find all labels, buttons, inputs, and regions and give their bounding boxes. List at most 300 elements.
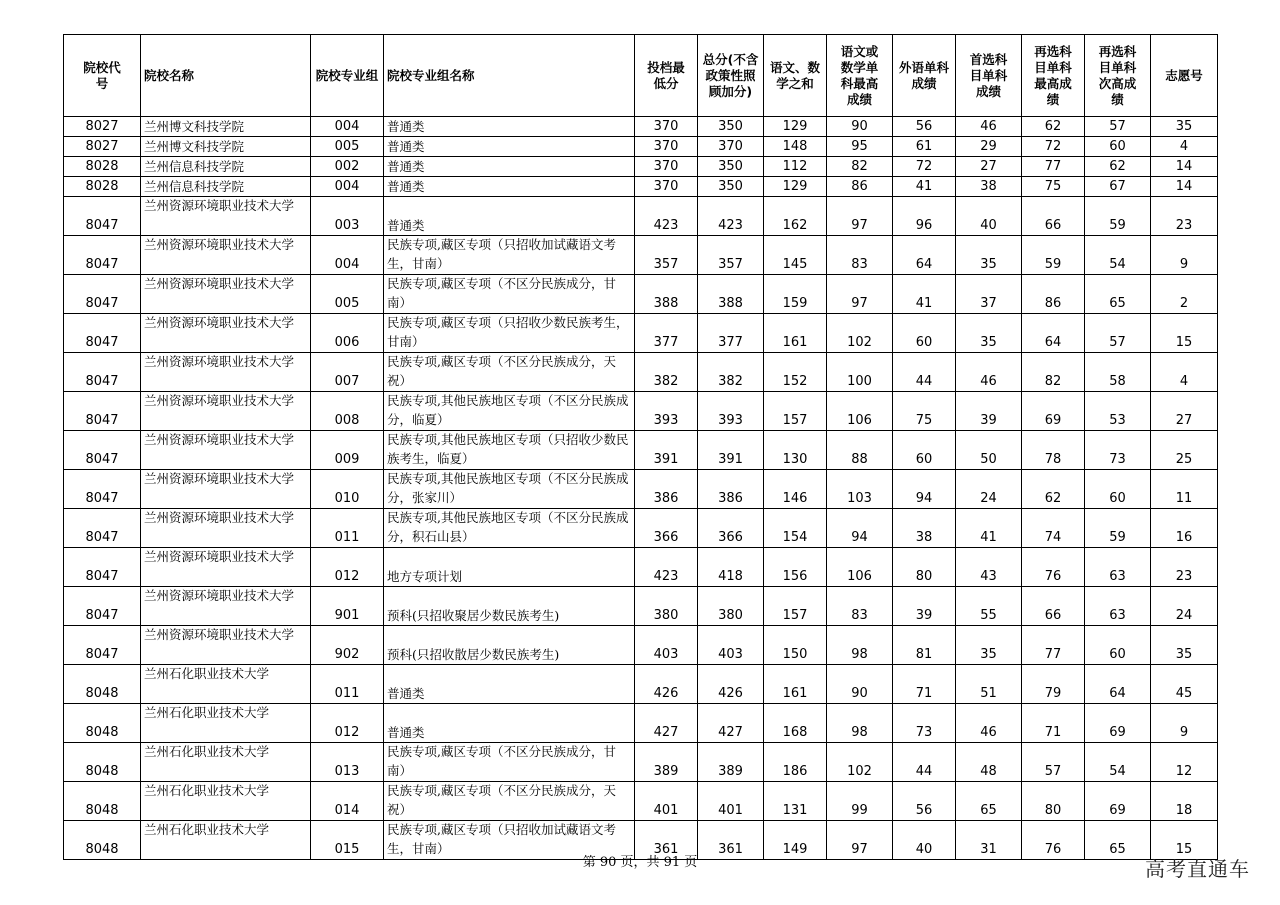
cell-preference-no: 24 (1151, 587, 1218, 626)
cell-group-name: 预科(只招收散居少数民族考生) (384, 626, 635, 665)
cell-min-score: 386 (635, 470, 698, 509)
cell-group-code: 004 (311, 117, 384, 137)
cell-foreign-language: 71 (893, 665, 956, 704)
cell-elective-max: 71 (1022, 704, 1085, 743)
cell-school-code: 8047 (64, 236, 141, 275)
table-row (64, 782, 1218, 821)
cell-school-name: 兰州资源环境职业技术大学 (141, 431, 311, 470)
watermark-text: 高考直通车 (1145, 857, 1250, 881)
cell-elective-max: 78 (1022, 431, 1085, 470)
cell-min-score: 370 (635, 177, 698, 197)
cell-min-score: 361 (635, 821, 698, 860)
cell-first-subject: 46 (956, 117, 1022, 137)
cell-group-code: 003 (311, 197, 384, 236)
cell-elective-max: 76 (1022, 821, 1085, 860)
cell-chinese-math-max: 82 (827, 157, 893, 177)
cell-elective-second: 65 (1085, 275, 1151, 314)
cell-group-name: 普通类 (384, 157, 635, 177)
cell-chinese-math-sum: 112 (764, 157, 827, 177)
cell-group-name: 民族专项,其他民族地区专项（不区分民族成分，积石山县） (384, 509, 635, 548)
cell-chinese-math-max: 106 (827, 392, 893, 431)
cell-foreign-language: 39 (893, 587, 956, 626)
cell-min-score: 423 (635, 548, 698, 587)
cell-chinese-math-max: 99 (827, 782, 893, 821)
cell-group-name: 普通类 (384, 665, 635, 704)
header-total-score: 总分(不含政策性照顾加分) (698, 35, 764, 117)
cell-school-name: 兰州信息科技学院 (141, 177, 311, 197)
cell-group-code: 011 (311, 665, 384, 704)
cell-preference-no: 23 (1151, 197, 1218, 236)
cell-preference-no: 9 (1151, 704, 1218, 743)
cell-group-name: 民族专项,藏区专项（不区分民族成分，甘南） (384, 743, 635, 782)
cell-first-subject: 35 (956, 236, 1022, 275)
table-row (64, 626, 1218, 665)
cell-group-code: 002 (311, 157, 384, 177)
cell-group-name: 民族专项,其他民族地区专项（不区分民族成分，临夏） (384, 392, 635, 431)
cell-group-code: 008 (311, 392, 384, 431)
cell-preference-no: 4 (1151, 353, 1218, 392)
cell-school-name: 兰州资源环境职业技术大学 (141, 392, 311, 431)
cell-chinese-math-sum: 129 (764, 177, 827, 197)
table-row (64, 197, 1218, 236)
cell-elective-second: 54 (1085, 743, 1151, 782)
cell-total-score: 426 (698, 665, 764, 704)
cell-chinese-math-max: 88 (827, 431, 893, 470)
cell-total-score: 366 (698, 509, 764, 548)
cell-total-score: 370 (698, 137, 764, 157)
cell-min-score: 382 (635, 353, 698, 392)
cell-foreign-language: 56 (893, 782, 956, 821)
cell-school-code: 8047 (64, 470, 141, 509)
cell-foreign-language: 64 (893, 236, 956, 275)
cell-total-score: 391 (698, 431, 764, 470)
cell-first-subject: 29 (956, 137, 1022, 157)
cell-preference-no: 4 (1151, 137, 1218, 157)
cell-elective-max: 72 (1022, 137, 1085, 157)
cell-school-name: 兰州资源环境职业技术大学 (141, 275, 311, 314)
cell-foreign-language: 38 (893, 509, 956, 548)
cell-elective-max: 77 (1022, 626, 1085, 665)
header-school-code: 院校代号 (64, 35, 141, 117)
cell-elective-max: 77 (1022, 157, 1085, 177)
cell-school-code: 8048 (64, 821, 141, 860)
cell-school-code: 8047 (64, 197, 141, 236)
cell-group-name: 民族专项,其他民族地区专项（只招收少数民族考生，临夏） (384, 431, 635, 470)
cell-school-code: 8047 (64, 587, 141, 626)
table-row (64, 275, 1218, 314)
cell-elective-max: 57 (1022, 743, 1085, 782)
table-row (64, 431, 1218, 470)
cell-school-code: 8047 (64, 275, 141, 314)
cell-foreign-language: 44 (893, 353, 956, 392)
cell-school-name: 兰州博文科技学院 (141, 117, 311, 137)
cell-school-name: 兰州资源环境职业技术大学 (141, 353, 311, 392)
cell-group-name: 普通类 (384, 117, 635, 137)
cell-foreign-language: 60 (893, 431, 956, 470)
cell-elective-second: 73 (1085, 431, 1151, 470)
cell-chinese-math-sum: 156 (764, 548, 827, 587)
cell-group-name: 民族专项,藏区专项（只招收少数民族考生，甘南） (384, 314, 635, 353)
cell-total-score: 389 (698, 743, 764, 782)
cell-chinese-math-sum: 146 (764, 470, 827, 509)
cell-chinese-math-sum: 168 (764, 704, 827, 743)
cell-elective-second: 63 (1085, 548, 1151, 587)
cell-chinese-math-sum: 152 (764, 353, 827, 392)
cell-group-code: 007 (311, 353, 384, 392)
cell-min-score: 357 (635, 236, 698, 275)
table-row (64, 177, 1218, 197)
cell-total-score: 388 (698, 275, 764, 314)
cell-first-subject: 40 (956, 197, 1022, 236)
cell-chinese-math-max: 97 (827, 821, 893, 860)
cell-first-subject: 38 (956, 177, 1022, 197)
cell-elective-second: 67 (1085, 177, 1151, 197)
cell-elective-second: 59 (1085, 509, 1151, 548)
cell-school-name: 兰州资源环境职业技术大学 (141, 314, 311, 353)
cell-preference-no: 15 (1151, 314, 1218, 353)
cell-first-subject: 50 (956, 431, 1022, 470)
cell-chinese-math-max: 100 (827, 353, 893, 392)
cell-foreign-language: 80 (893, 548, 956, 587)
cell-school-name: 兰州资源环境职业技术大学 (141, 509, 311, 548)
cell-chinese-math-max: 90 (827, 117, 893, 137)
cell-min-score: 427 (635, 704, 698, 743)
cell-chinese-math-max: 86 (827, 177, 893, 197)
header-row (64, 35, 1218, 117)
cell-min-score: 423 (635, 197, 698, 236)
cell-elective-second: 62 (1085, 157, 1151, 177)
cell-group-code: 015 (311, 821, 384, 860)
cell-foreign-language: 61 (893, 137, 956, 157)
cell-chinese-math-sum: 157 (764, 587, 827, 626)
cell-total-score: 350 (698, 177, 764, 197)
cell-group-name: 民族专项,藏区专项（不区分民族成分，天祝） (384, 782, 635, 821)
cell-total-score: 403 (698, 626, 764, 665)
cell-chinese-math-max: 97 (827, 275, 893, 314)
cell-min-score: 380 (635, 587, 698, 626)
cell-elective-second: 54 (1085, 236, 1151, 275)
cell-school-code: 8028 (64, 177, 141, 197)
cell-first-subject: 24 (956, 470, 1022, 509)
cell-elective-max: 79 (1022, 665, 1085, 704)
header-elective-second: 再选科目单科次高成绩 (1085, 35, 1151, 117)
cell-elective-max: 59 (1022, 236, 1085, 275)
cell-elective-second: 57 (1085, 314, 1151, 353)
header-school-name: 院校名称 (141, 35, 311, 117)
cell-chinese-math-sum: 145 (764, 236, 827, 275)
cell-elective-max: 76 (1022, 548, 1085, 587)
cell-min-score: 401 (635, 782, 698, 821)
cell-group-name: 普通类 (384, 704, 635, 743)
cell-group-name: 民族专项,藏区专项（不区分民族成分，天祝） (384, 353, 635, 392)
cell-min-score: 389 (635, 743, 698, 782)
cell-total-score: 350 (698, 157, 764, 177)
cell-first-subject: 51 (956, 665, 1022, 704)
cell-group-name: 民族专项,藏区专项（只招收加试藏语文考生，甘南） (384, 821, 635, 860)
cell-elective-second: 60 (1085, 137, 1151, 157)
cell-first-subject: 31 (956, 821, 1022, 860)
cell-school-code: 8047 (64, 392, 141, 431)
cell-school-code: 8047 (64, 314, 141, 353)
cell-first-subject: 37 (956, 275, 1022, 314)
cell-group-code: 010 (311, 470, 384, 509)
cell-group-name: 普通类 (384, 197, 635, 236)
cell-school-name: 兰州博文科技学院 (141, 137, 311, 157)
cell-preference-no: 14 (1151, 177, 1218, 197)
cell-preference-no: 12 (1151, 743, 1218, 782)
cell-total-score: 423 (698, 197, 764, 236)
cell-school-code: 8047 (64, 353, 141, 392)
header-chinese-math-max: 语文或数学单科最高成绩 (827, 35, 893, 117)
cell-school-code: 8048 (64, 704, 141, 743)
table-row (64, 236, 1218, 275)
cell-group-code: 005 (311, 275, 384, 314)
cell-chinese-math-sum: 149 (764, 821, 827, 860)
header-first-subject: 首选科目单科成绩 (956, 35, 1022, 117)
cell-group-code: 012 (311, 704, 384, 743)
cell-school-name: 兰州资源环境职业技术大学 (141, 587, 311, 626)
cell-first-subject: 27 (956, 157, 1022, 177)
page-footer: 第 90 页，共 91 页 (582, 855, 698, 870)
table-row (64, 548, 1218, 587)
cell-group-code: 011 (311, 509, 384, 548)
cell-chinese-math-sum: 154 (764, 509, 827, 548)
cell-group-code: 013 (311, 743, 384, 782)
cell-min-score: 366 (635, 509, 698, 548)
cell-chinese-math-sum: 161 (764, 665, 827, 704)
cell-chinese-math-max: 97 (827, 197, 893, 236)
cell-foreign-language: 81 (893, 626, 956, 665)
cell-elective-max: 62 (1022, 470, 1085, 509)
cell-min-score: 391 (635, 431, 698, 470)
cell-group-name: 民族专项,其他民族地区专项（不区分民族成分，张家川） (384, 470, 635, 509)
cell-elective-max: 80 (1022, 782, 1085, 821)
cell-group-code: 005 (311, 137, 384, 157)
cell-total-score: 386 (698, 470, 764, 509)
cell-min-score: 370 (635, 137, 698, 157)
cell-preference-no: 27 (1151, 392, 1218, 431)
table-row (64, 587, 1218, 626)
cell-elective-max: 74 (1022, 509, 1085, 548)
cell-chinese-math-sum: 159 (764, 275, 827, 314)
cell-chinese-math-max: 95 (827, 137, 893, 157)
table-row (64, 470, 1218, 509)
cell-total-score: 350 (698, 117, 764, 137)
cell-total-score: 361 (698, 821, 764, 860)
cell-school-code: 8027 (64, 117, 141, 137)
header-elective-max: 再选科目单科最高成绩 (1022, 35, 1085, 117)
cell-first-subject: 48 (956, 743, 1022, 782)
cell-preference-no: 15 (1151, 821, 1218, 860)
cell-chinese-math-sum: 129 (764, 117, 827, 137)
cell-elective-second: 60 (1085, 470, 1151, 509)
cell-min-score: 403 (635, 626, 698, 665)
cell-elective-max: 75 (1022, 177, 1085, 197)
cell-total-score: 382 (698, 353, 764, 392)
cell-min-score: 426 (635, 665, 698, 704)
cell-school-name: 兰州石化职业技术大学 (141, 665, 311, 704)
cell-school-code: 8047 (64, 548, 141, 587)
cell-preference-no: 11 (1151, 470, 1218, 509)
cell-elective-max: 86 (1022, 275, 1085, 314)
cell-total-score: 418 (698, 548, 764, 587)
header-foreign-language: 外语单科成绩 (893, 35, 956, 117)
cell-foreign-language: 56 (893, 117, 956, 137)
cell-school-code: 8047 (64, 431, 141, 470)
cell-first-subject: 46 (956, 704, 1022, 743)
cell-chinese-math-sum: 150 (764, 626, 827, 665)
header-group-name: 院校专业组名称 (384, 35, 635, 117)
cell-min-score: 377 (635, 314, 698, 353)
header-chinese-math-sum: 语文、数学之和 (764, 35, 827, 117)
cell-elective-second: 69 (1085, 704, 1151, 743)
cell-elective-second: 59 (1085, 197, 1151, 236)
cell-school-code: 8048 (64, 665, 141, 704)
cell-group-code: 009 (311, 431, 384, 470)
cell-first-subject: 55 (956, 587, 1022, 626)
cell-elective-second: 58 (1085, 353, 1151, 392)
cell-group-name: 民族专项,藏区专项（不区分民族成分，甘南） (384, 275, 635, 314)
cell-first-subject: 35 (956, 314, 1022, 353)
table-body (64, 117, 1218, 860)
cell-school-code: 8028 (64, 157, 141, 177)
cell-elective-max: 64 (1022, 314, 1085, 353)
cell-group-code: 902 (311, 626, 384, 665)
cell-chinese-math-max: 103 (827, 470, 893, 509)
table-row (64, 353, 1218, 392)
cell-preference-no: 14 (1151, 157, 1218, 177)
cell-elective-max: 69 (1022, 392, 1085, 431)
table-row (64, 157, 1218, 177)
cell-school-name: 兰州资源环境职业技术大学 (141, 548, 311, 587)
cell-elective-second: 57 (1085, 117, 1151, 137)
cell-preference-no: 23 (1151, 548, 1218, 587)
cell-chinese-math-max: 106 (827, 548, 893, 587)
cell-elective-second: 64 (1085, 665, 1151, 704)
table-row (64, 743, 1218, 782)
cell-chinese-math-max: 102 (827, 314, 893, 353)
cell-school-name: 兰州石化职业技术大学 (141, 704, 311, 743)
cell-preference-no: 2 (1151, 275, 1218, 314)
cell-chinese-math-sum: 186 (764, 743, 827, 782)
cell-school-code: 8048 (64, 782, 141, 821)
cell-elective-max: 82 (1022, 353, 1085, 392)
cell-school-name: 兰州信息科技学院 (141, 157, 311, 177)
cell-preference-no: 35 (1151, 626, 1218, 665)
cell-min-score: 370 (635, 117, 698, 137)
cell-foreign-language: 75 (893, 392, 956, 431)
cell-first-subject: 35 (956, 626, 1022, 665)
cell-group-code: 004 (311, 177, 384, 197)
cell-group-name: 普通类 (384, 137, 635, 157)
cell-first-subject: 65 (956, 782, 1022, 821)
cell-elective-max: 66 (1022, 197, 1085, 236)
cell-foreign-language: 73 (893, 704, 956, 743)
cell-total-score: 401 (698, 782, 764, 821)
cell-elective-second: 69 (1085, 782, 1151, 821)
header-group-code: 院校专业组 (311, 35, 384, 117)
cell-total-score: 427 (698, 704, 764, 743)
table-row (64, 704, 1218, 743)
cell-chinese-math-sum: 162 (764, 197, 827, 236)
cell-group-code: 006 (311, 314, 384, 353)
cell-total-score: 357 (698, 236, 764, 275)
cell-chinese-math-sum: 130 (764, 431, 827, 470)
cell-group-code: 004 (311, 236, 384, 275)
cell-chinese-math-max: 98 (827, 626, 893, 665)
cell-first-subject: 46 (956, 353, 1022, 392)
table-row (64, 314, 1218, 353)
cell-min-score: 388 (635, 275, 698, 314)
cell-preference-no: 35 (1151, 117, 1218, 137)
cell-total-score: 380 (698, 587, 764, 626)
cell-school-code: 8047 (64, 509, 141, 548)
cell-chinese-math-max: 98 (827, 704, 893, 743)
cell-group-code: 014 (311, 782, 384, 821)
table-row (64, 665, 1218, 704)
cell-school-code: 8047 (64, 626, 141, 665)
cell-foreign-language: 94 (893, 470, 956, 509)
cell-school-name: 兰州资源环境职业技术大学 (141, 197, 311, 236)
cell-school-name: 兰州资源环境职业技术大学 (141, 470, 311, 509)
cell-foreign-language: 44 (893, 743, 956, 782)
cell-school-name: 兰州石化职业技术大学 (141, 743, 311, 782)
cell-foreign-language: 96 (893, 197, 956, 236)
cell-chinese-math-sum: 161 (764, 314, 827, 353)
cell-elective-max: 62 (1022, 117, 1085, 137)
cell-group-code: 012 (311, 548, 384, 587)
table-row (64, 137, 1218, 157)
cell-total-score: 377 (698, 314, 764, 353)
cell-chinese-math-max: 102 (827, 743, 893, 782)
cell-elective-second: 63 (1085, 587, 1151, 626)
cell-chinese-math-max: 90 (827, 665, 893, 704)
cell-school-name: 兰州石化职业技术大学 (141, 821, 311, 860)
cell-foreign-language: 41 (893, 275, 956, 314)
cell-preference-no: 18 (1151, 782, 1218, 821)
admission-score-table (63, 34, 1218, 860)
cell-first-subject: 43 (956, 548, 1022, 587)
cell-school-name: 兰州石化职业技术大学 (141, 782, 311, 821)
cell-group-code: 901 (311, 587, 384, 626)
cell-chinese-math-max: 94 (827, 509, 893, 548)
cell-school-name: 兰州资源环境职业技术大学 (141, 626, 311, 665)
cell-school-name: 兰州资源环境职业技术大学 (141, 236, 311, 275)
cell-min-score: 393 (635, 392, 698, 431)
header-min-score: 投档最低分 (635, 35, 698, 117)
table-row (64, 392, 1218, 431)
cell-first-subject: 39 (956, 392, 1022, 431)
header-preference-no: 志愿号 (1151, 35, 1218, 117)
cell-school-code: 8048 (64, 743, 141, 782)
cell-group-name: 民族专项,藏区专项（只招收加试藏语文考生，甘南） (384, 236, 635, 275)
cell-group-name: 预科(只招收聚居少数民族考生) (384, 587, 635, 626)
cell-preference-no: 9 (1151, 236, 1218, 275)
table-row (64, 117, 1218, 137)
cell-foreign-language: 40 (893, 821, 956, 860)
cell-preference-no: 25 (1151, 431, 1218, 470)
cell-elective-second: 65 (1085, 821, 1151, 860)
cell-elective-second: 53 (1085, 392, 1151, 431)
cell-chinese-math-max: 83 (827, 236, 893, 275)
cell-foreign-language: 60 (893, 314, 956, 353)
cell-chinese-math-sum: 148 (764, 137, 827, 157)
cell-foreign-language: 72 (893, 157, 956, 177)
cell-chinese-math-max: 83 (827, 587, 893, 626)
cell-school-code: 8027 (64, 137, 141, 157)
table-row (64, 509, 1218, 548)
cell-group-name: 普通类 (384, 177, 635, 197)
